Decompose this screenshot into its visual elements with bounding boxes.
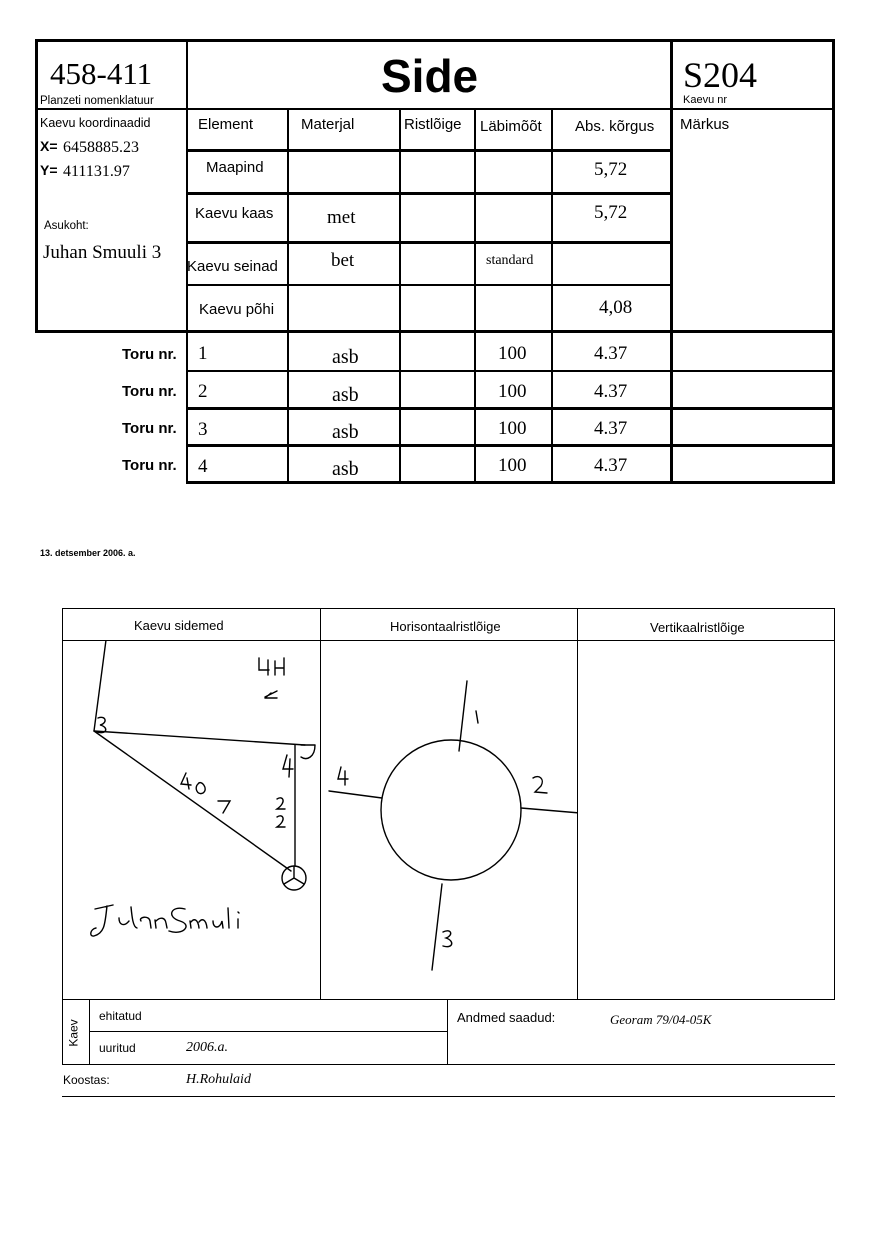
- pipe-material: asb: [332, 421, 359, 443]
- well-circle: [381, 740, 521, 880]
- compiled-label: Koostas:: [63, 1073, 110, 1087]
- place-value: Juhan Smuuli 3: [43, 242, 162, 263]
- sketch-signature-drawing: [91, 905, 239, 936]
- y-coord-label: Y=: [40, 162, 58, 178]
- document-date: 13. detsember 2006. a.: [40, 548, 136, 558]
- pipe-number-3-mark: [443, 931, 452, 947]
- pipe-3-line: [432, 884, 442, 970]
- row-element: Kaevu seinad: [187, 258, 278, 275]
- pipe-2-line: [521, 808, 577, 813]
- row-material: met: [327, 207, 356, 228]
- source-label: Andmed saadud:: [457, 1010, 556, 1025]
- sketch-handwritten-3: [97, 717, 106, 732]
- built-label: ehitatud: [99, 1009, 142, 1023]
- row-abs: 5,72: [594, 159, 628, 180]
- sketch-handwritten-5h: [259, 658, 284, 675]
- sketch-corner-mark: [301, 745, 315, 759]
- sketch-handwritten-40-7: [181, 773, 230, 813]
- well-number-label: Kaevu nr: [683, 94, 728, 106]
- row-material: bet: [331, 250, 355, 271]
- horizontal-section-sketch: [321, 641, 577, 999]
- pipe-abs: 4.37: [594, 418, 628, 439]
- page-title: Side: [381, 50, 479, 102]
- sketch-diagonal-line: [94, 731, 291, 871]
- pipe-label: Toru nr.: [122, 420, 177, 437]
- pipe-number-4-mark: [338, 767, 348, 785]
- y-coord-value: 411131.97: [63, 163, 130, 180]
- pipe-number: 4: [198, 456, 208, 477]
- pipe-number: 2: [198, 381, 208, 402]
- compiled-value: H.Rohulaid: [186, 1072, 251, 1087]
- pipe-abs: 4.37: [594, 381, 628, 402]
- pipe-diameter: 100: [498, 455, 527, 476]
- place-label: Asukoht:: [44, 220, 89, 232]
- sketch-top-line: [94, 731, 305, 745]
- col-title-horizontal: Horisontaalristlõige: [390, 619, 501, 634]
- surveyed-value: 2006.a.: [186, 1040, 228, 1055]
- row-diameter: standard: [486, 253, 534, 268]
- pipe-abs: 4.37: [594, 455, 628, 476]
- nomenclature-value: 458-411: [50, 56, 153, 91]
- source-value: Georam 79/04-05K: [610, 1012, 712, 1027]
- col-title-connections: Kaevu sidemed: [134, 618, 224, 633]
- col-header-abs-height: Abs. kõrgus: [575, 118, 655, 135]
- pipe-label: Toru nr.: [122, 383, 177, 400]
- well-side-label: Kaev: [66, 1019, 81, 1047]
- sketch-handwritten-e: [265, 691, 277, 698]
- ties-sketch: [63, 641, 320, 999]
- col-header-cross-section: Ristlõige: [404, 116, 462, 133]
- pipe-number-2-mark: [533, 777, 547, 793]
- pipe-number-1-mark: [476, 711, 478, 723]
- x-coord-label: X=: [40, 138, 58, 154]
- pipe-label: Toru nr.: [122, 457, 177, 474]
- row-abs: 5,72: [594, 202, 628, 223]
- pipe-material: asb: [332, 384, 359, 406]
- pipe-diameter: 100: [498, 418, 527, 439]
- pipe-4-line: [329, 791, 382, 798]
- sketch-handwritten-4: [283, 755, 293, 777]
- pipe-label: Toru nr.: [122, 346, 177, 363]
- col-header-remarks: Märkus: [680, 116, 730, 133]
- well-number-value: S204: [683, 55, 758, 95]
- pipe-diameter: 100: [498, 343, 527, 364]
- row-element: Kaevu kaas: [195, 205, 274, 222]
- pipe-diameter: 100: [498, 381, 527, 402]
- x-coord-value: 6458885.23: [63, 139, 139, 156]
- row-abs: 4,08: [599, 297, 633, 318]
- col-title-vertical: Vertikaalristlõige: [650, 620, 745, 635]
- coordinates-label: Kaevu koordinaadid: [40, 116, 151, 130]
- nomenclature-label: Planzeti nomenklatuur: [40, 95, 154, 107]
- col-header-element: Element: [198, 116, 254, 133]
- pipe-number: 1: [198, 343, 208, 364]
- row-element: Maapind: [206, 159, 264, 176]
- pipe-number: 3: [198, 419, 208, 440]
- pipe-abs: 4.37: [594, 343, 628, 364]
- sketch-handwritten-2-2: [277, 798, 285, 827]
- col-header-diameter: Läbimõõt: [480, 118, 542, 135]
- row-element: Kaevu põhi: [199, 301, 275, 318]
- pipe-material: asb: [332, 346, 359, 368]
- surveyed-label: uuritud: [99, 1041, 136, 1055]
- col-header-material: Materjal: [301, 116, 355, 133]
- pipe-material: asb: [332, 458, 359, 480]
